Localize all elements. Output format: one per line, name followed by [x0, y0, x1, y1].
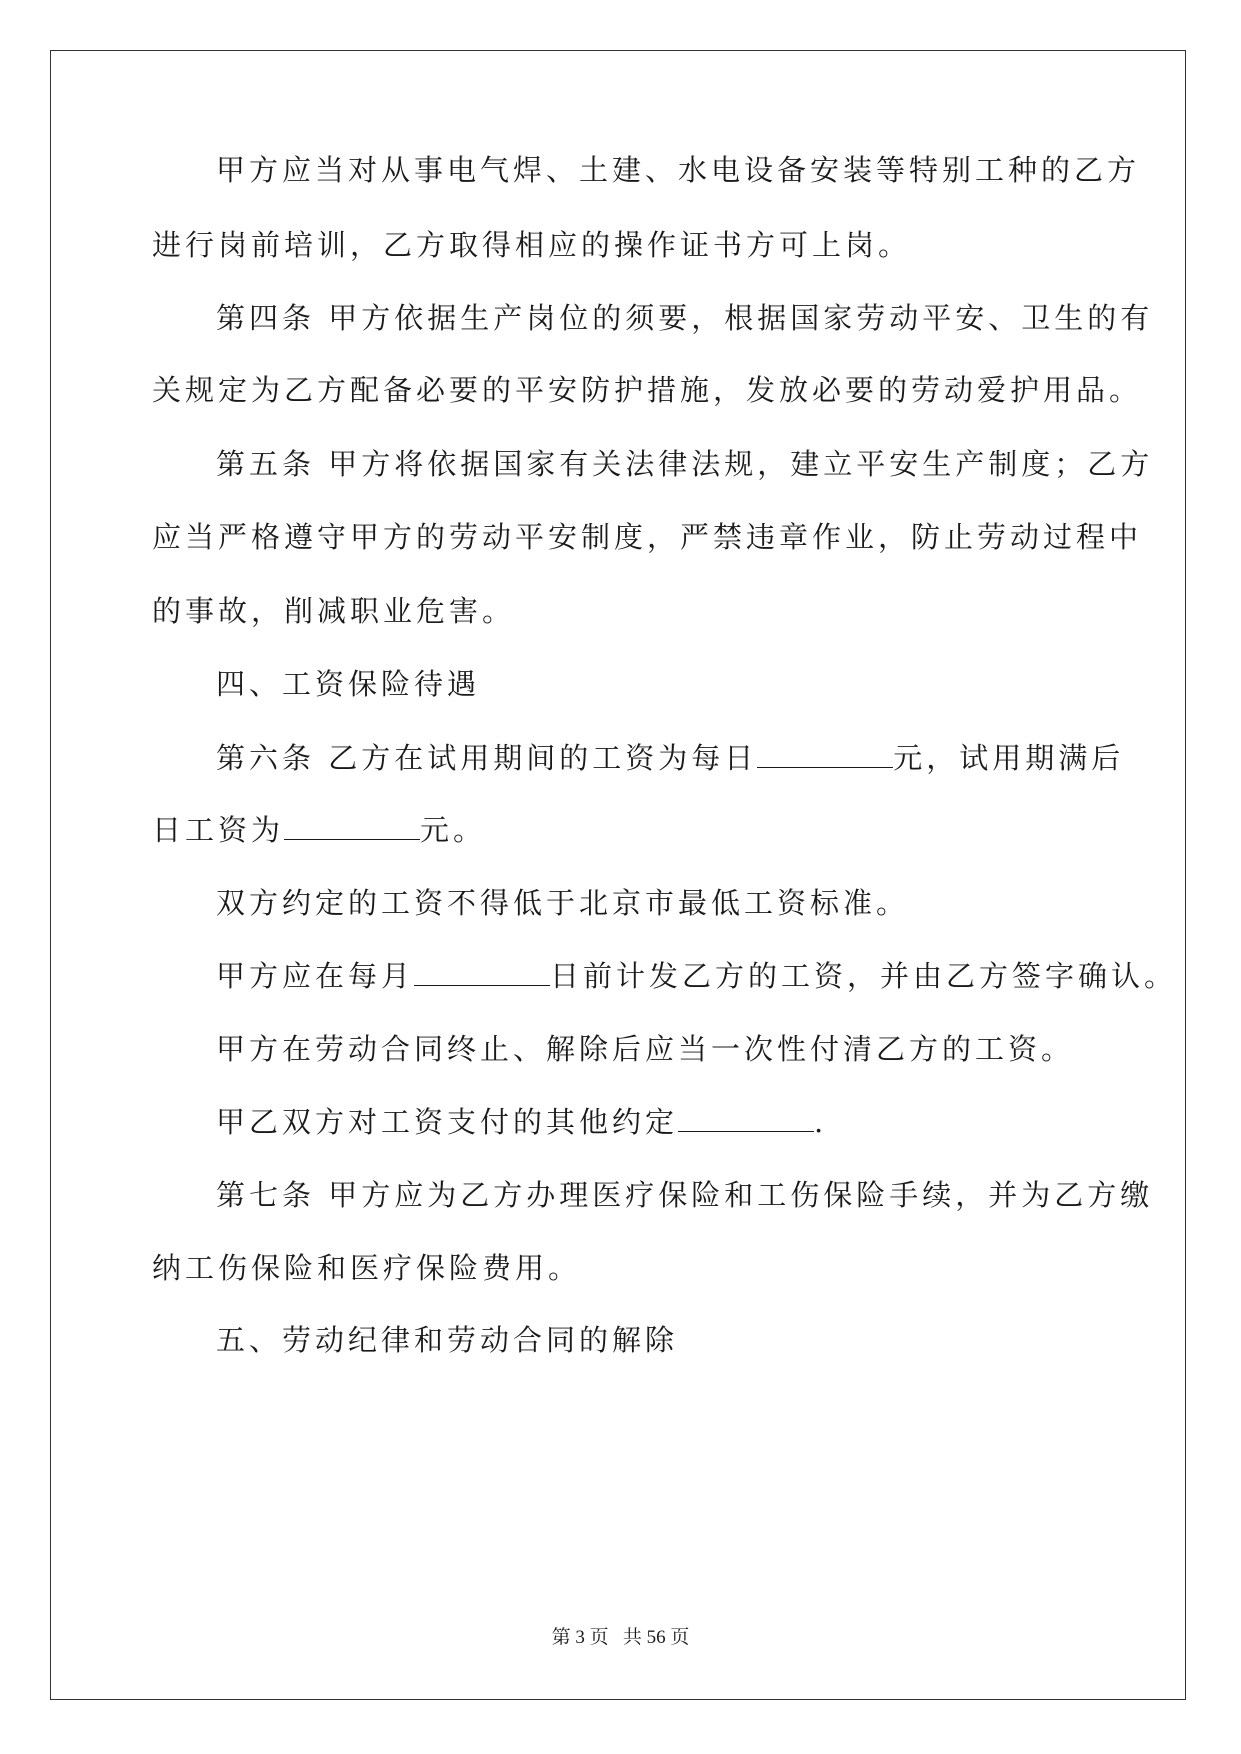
other-agreement-label: 甲乙双方对工资支付的其他约定: [216, 1105, 679, 1139]
after-probation-wage-blank: [284, 813, 420, 840]
article-five-line: 第五条 甲方将依据国家有关法律法规，建立平安生产制度；乙方: [216, 447, 1154, 481]
page-total: 共 56 页: [622, 1627, 690, 1648]
paragraph-line: [216, 1102, 827, 1142]
currency-unit: 元。: [420, 813, 487, 847]
pay-day-label: 甲方应在每月: [216, 959, 415, 993]
paragraph-line: [152, 810, 486, 850]
article-six-line: [216, 738, 1124, 778]
page-footer: [0, 1622, 1241, 1649]
period-mark: .: [814, 1105, 828, 1139]
paragraph-line: 纳工伤保险和医疗保险费用。: [152, 1251, 582, 1285]
pay-day-blank: [414, 959, 550, 986]
paragraph-line: 进行岗前培训，乙方取得相应的操作证书方可上岗。: [152, 228, 912, 262]
pay-day-text: 日前计发乙方的工资，并由乙方签字确认。: [550, 959, 1178, 993]
section-heading-wages: 四、工资保险待遇: [216, 667, 481, 701]
other-agreement-blank: [678, 1105, 814, 1132]
paragraph-line: 关规定为乙方配备必要的平安防护措施，发放必要的劳动爱护用品。: [152, 373, 1143, 407]
paragraph-line: 甲方在劳动合同终止、解除后应当一次性付清乙方的工资。: [216, 1032, 1075, 1066]
article-seven-line: 第七条 甲方应为乙方办理医疗保险和工伤保险手续，并为乙方缴: [216, 1178, 1154, 1212]
section-heading-discipline: 五、劳动纪律和劳动合同的解除: [216, 1323, 679, 1357]
article-six-text: 第六条 乙方在试用期间的工资为每日: [216, 741, 758, 775]
paragraph-line: [216, 956, 1177, 996]
page-number: 第 3 页: [551, 1627, 609, 1648]
daily-wage-after-label: 日工资为: [152, 813, 285, 847]
daily-wage-blank: [757, 741, 893, 768]
paragraph-line: 应当严格遵守甲方的劳动平安制度，严禁违章作业，防止劳动过程中: [152, 520, 1143, 554]
paragraph-line: 双方约定的工资不得低于北京市最低工资标准。: [216, 886, 910, 920]
paragraph-line: 甲方应当对从事电气焊、土建、水电设备安装等特别工种的乙方: [216, 153, 1141, 187]
paragraph-line: 的事故，削减职业危害。: [152, 594, 516, 628]
article-six-text-cont: 元，试用期满后: [893, 741, 1125, 775]
article-four-line: 第四条 甲方依据生产岗位的须要，根据国家劳动平安、卫生的有: [216, 301, 1154, 335]
